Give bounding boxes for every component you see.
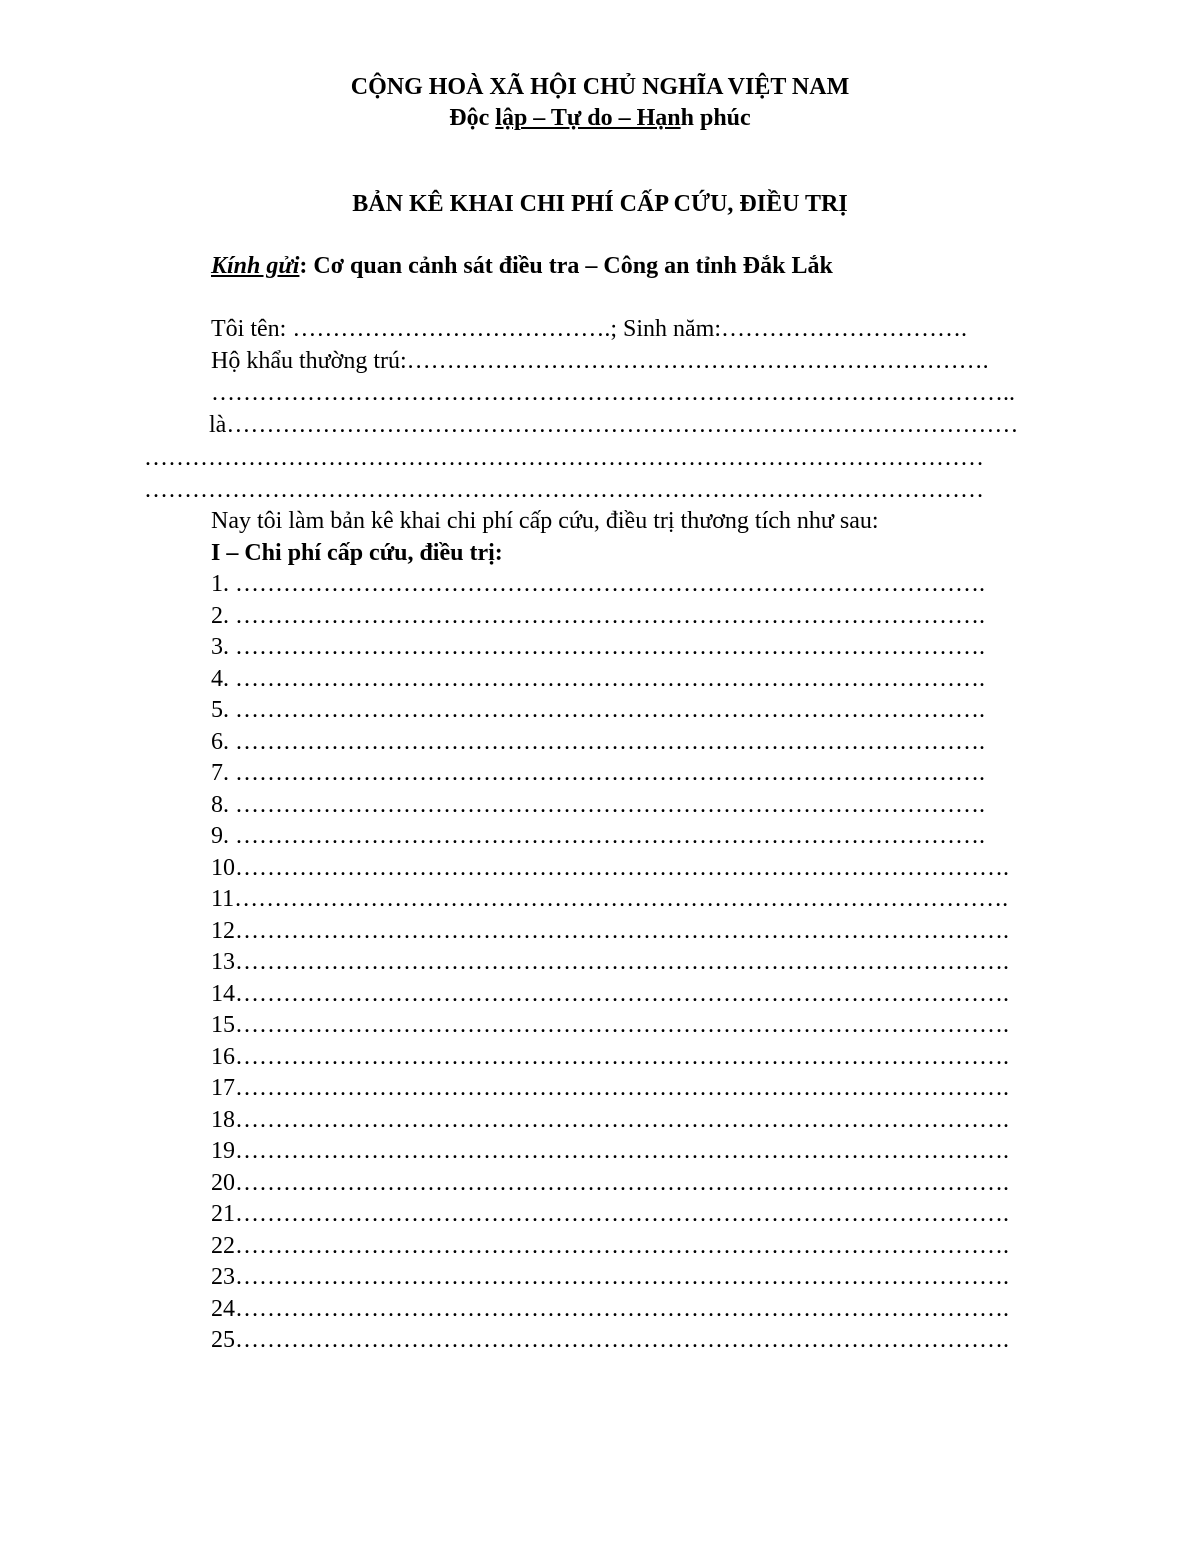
national-title: CỘNG HOÀ XÃ HỘI CHỦ NGHĨA VIỆT NAM: [350, 74, 850, 100]
blank-line: ……………………………………………………………………………………………: [144, 477, 984, 503]
list-item: 25…………………………………………………………………………………….: [211, 1327, 1009, 1353]
list-item: 4. ………………………………………………………………………………….: [211, 665, 985, 692]
list-item: 18…………………………………………………………………………………….: [211, 1106, 1009, 1133]
list-item: 20…………………………………………………………………………………….: [211, 1169, 1009, 1196]
list-item: 7. ………………………………………………………………………………….: [211, 760, 985, 786]
national-motto: [0, 103, 1200, 133]
list-item: 14…………………………………………………………………………………….: [211, 980, 1009, 1007]
section-heading: I – Chi phí cấp cứu, điều trị:: [211, 540, 503, 566]
list-item: 24…………………………………………………………………………………….: [211, 1295, 1009, 1322]
list-item: 15…………………………………………………………………………………….: [211, 1012, 1009, 1038]
document-title: BẢN KÊ KHAI CHI PHÍ CẤP CỨU, ĐIỀU TRỊ: [352, 191, 848, 217]
list-item: 22…………………………………………………………………………………….: [211, 1232, 1009, 1259]
la-line: là………………………………………………………………………………………: [209, 412, 1019, 438]
list-item: 6. ………………………………………………………………………………….: [211, 728, 985, 755]
motto-part-1: Độc: [449, 105, 496, 131]
list-item: 9. ………………………………………………………………………………….: [211, 823, 985, 849]
addressee-text: : Cơ quan cảnh sát điều tra – Công an tỉnh Đắk Lắk: [299, 253, 833, 279]
list-item: 23…………………………………………………………………………………….: [211, 1264, 1009, 1290]
blank-line: ……………………………………………………………………………………………: [144, 445, 984, 471]
list-item: 8. ………………………………………………………………………………….: [211, 791, 985, 818]
address-continuation-line: ………………………………………………………………………………………..: [211, 380, 1015, 406]
list-item: 17…………………………………………………………………………………….: [211, 1075, 1009, 1101]
list-item: 5. ………………………………………………………………………………….: [211, 697, 985, 723]
list-item: 13…………………………………………………………………………………….: [211, 949, 1009, 975]
list-item: 3. ………………………………………………………………………………….: [211, 634, 985, 660]
list-item: 10…………………………………………………………………………………….: [211, 854, 1009, 881]
address-line: Hộ khẩu thường trú:……………………………………………………………….: [211, 348, 989, 374]
list-item: 16…………………………………………………………………………………….: [211, 1043, 1009, 1070]
name-line: Tôi tên: ………………………………….; Sinh năm:………………………….: [211, 316, 967, 342]
list-item: 21…………………………………………………………………………………….: [211, 1201, 1009, 1227]
list-item: 2. ………………………………………………………………………………….: [211, 602, 985, 629]
addressee-line: [211, 251, 833, 281]
intro-text: Nay tôi làm bản kê khai chi phí cấp cứu, điều trị thương tích như sau:: [211, 508, 879, 534]
list-item: 1. ………………………………………………………………………………….: [211, 571, 985, 597]
list-item: 12…………………………………………………………………………………….: [211, 917, 1009, 944]
list-item: 19…………………………………………………………………………………….: [211, 1138, 1009, 1164]
addressee-label: Kính gửi: [211, 253, 300, 279]
motto-part-2-underlined: lập – Tự do – Hạn: [495, 105, 681, 131]
motto-part-3: h phúc: [680, 105, 751, 131]
list-item: 11…………………………………………………………………………………….: [211, 886, 1009, 912]
